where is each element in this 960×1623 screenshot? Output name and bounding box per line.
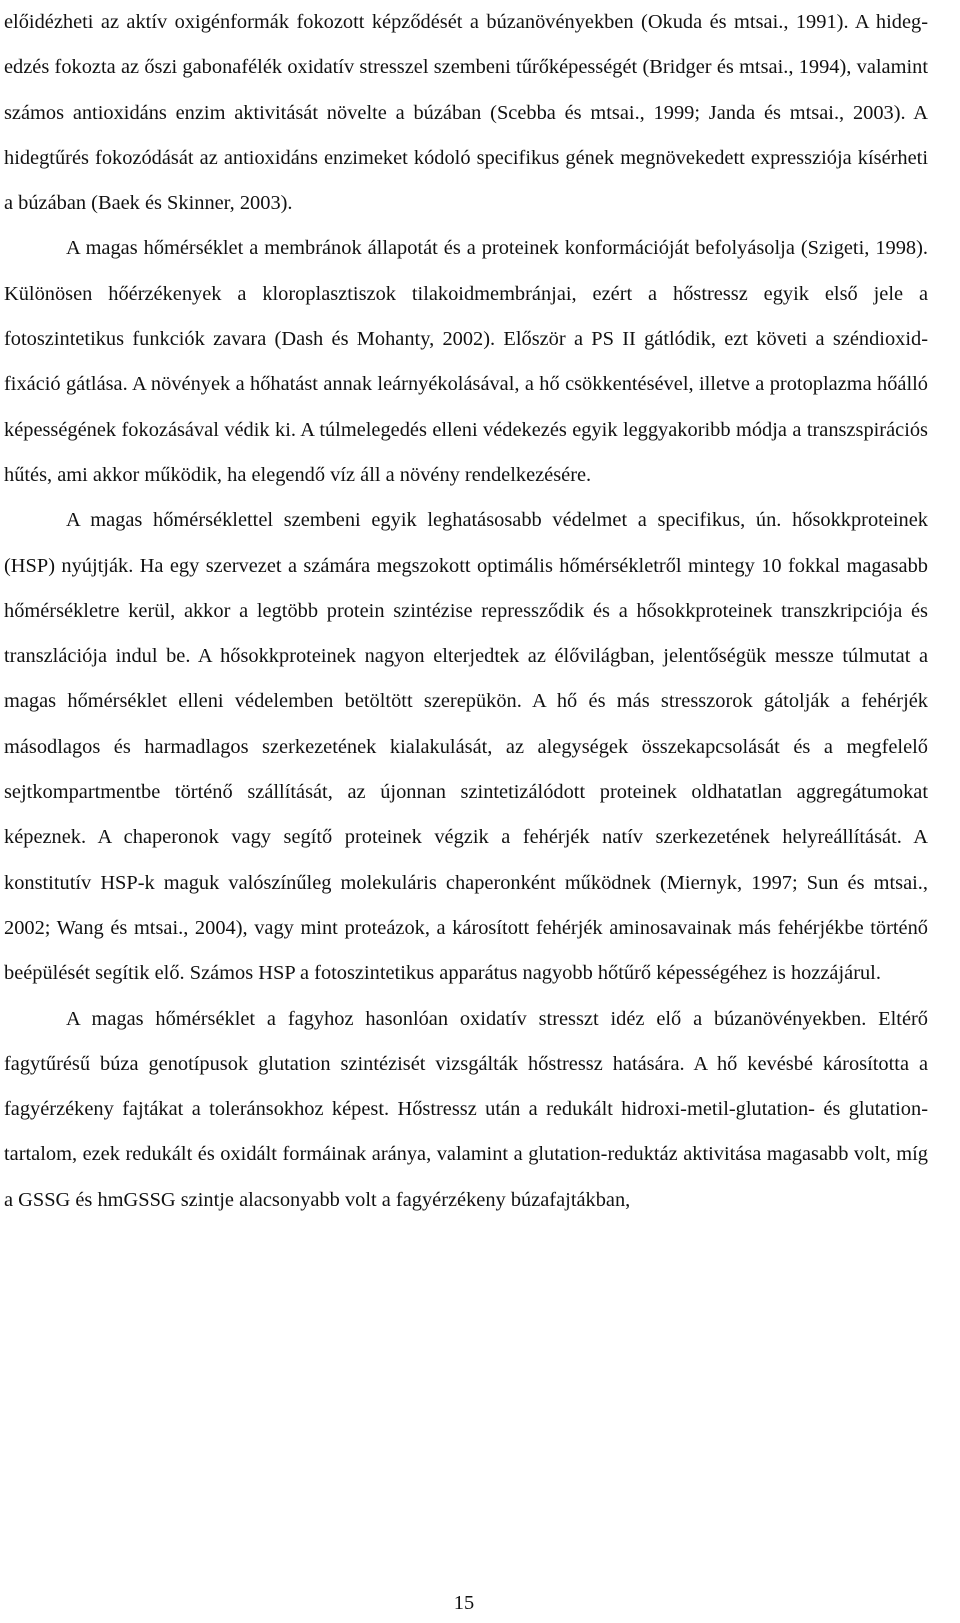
page-number: 15	[453, 1592, 475, 1614]
paragraph-4: A magas hőmérséklet a fagyhoz hasonlóan oxidatív stresszt idéz elő a búzanövényekben. Eltérő fagytűrésű búza genotípusok glutation szintézisét vizsgálták hőstressz hatására. A hő kevésbé károsította a fagyérzékeny fajtákat a toleránsokhoz képest. Hőstressz után a redukált hidroxi-metil-glutation- és glutation-tartalom, ezek redukált és oxidált formáinak aránya, valamint a glutation-reduktáz aktivitása magasabb volt, míg a GSSG és hmGSSG szintje alacsonyabb volt a fagyérzékeny búzafajtákban,	[4, 1007, 928, 1211]
paragraph-2: A magas hőmérséklet a membránok állapotát és a proteinek konformációját befolyásolja (Szigeti, 1998). Különösen hőérzékenyek a kloroplasztiszok tilakoidmembránjai, ezért a hőstressz egyik első jele a fotoszintetikus funkciók zavara (Dash és Mohanty, 2002). Először a PS II gátlódik, ezt követi a széndioxid-fixáció gátlása. A növények a hőhatást annak leárnyékolásával, a hő csökkentésével, illetve a protoplazma hőálló képességének fokozásával védik ki. A túlmelegedés elleni védekezés egyik leggyakoribb módja a transzspirációs hűtés, ami akkor működik, ha elegendő víz áll a növény rendelkezésére.	[4, 237, 928, 486]
paragraph-1: előidézheti az aktív oxigénformák fokozott képződését a búzanövényekben (Okuda és mtsai., 1991). A hideg-edzés fokozta az őszi gabonafélék oxidatív stresszel szembeni tűrőképességét (Bridger és mtsai., 1994), valamint számos antioxidáns enzim aktivitását növelte a búzában (Scebba és mtsai., 1999; Janda és mtsai., 2003). A hidegtűrés fokozódását az antioxidáns enzimeket kódoló specifikus gének megnövekedett expressziója kísérheti a búzában (Baek és Skinner, 2003).	[4, 11, 928, 215]
paragraph-3: A magas hőmérséklettel szembeni egyik leghatásosabb védelmet a specifikus, ún. hősokkproteinek (HSP) nyújtják. Ha egy szervezet a számára megszokott optimális hőmérsékletről mintegy 10 fokkal magasabb hőmérsékletre kerül, akkor a legtöbb protein szintézise repressződik és a hősokkproteinek transzkripciója és transzlációja indul be. A hősokkproteinek nagyon elterjedtek az élővilágban, jelentőségük messze túlmutat a magas hőmérséklet elleni védelemben betöltött szerepükön. A hő és más stresszorok gátolják a fehérjék másodlagos és harmadlagos szerkezetének kialakulását, az alegységek összekapcsolását és a megfelelő sejtkompartmentbe történő szállítását, az újonnan szintetizálódott proteinek oldhatatlan aggregátumokat képeznek. A chaperonok vagy segítő proteinek végzik a fehérjék natív szerkezetének helyreállítását. A konstitutív HSP-k maguk valószínűleg molekuláris chaperonként működnek (Miernyk, 1997; Sun és mtsai., 2002; Wang és mtsai., 2004), vagy mint proteázok, a károsított fehérjék aminosavainak más fehérjékbe történő beépülését segítik elő. Számos HSP a fotoszintetikus apparátus nagyobb hőtűrő képességéhez is hozzájárul.	[4, 509, 928, 985]
document-page	[4, 0, 928, 1223]
